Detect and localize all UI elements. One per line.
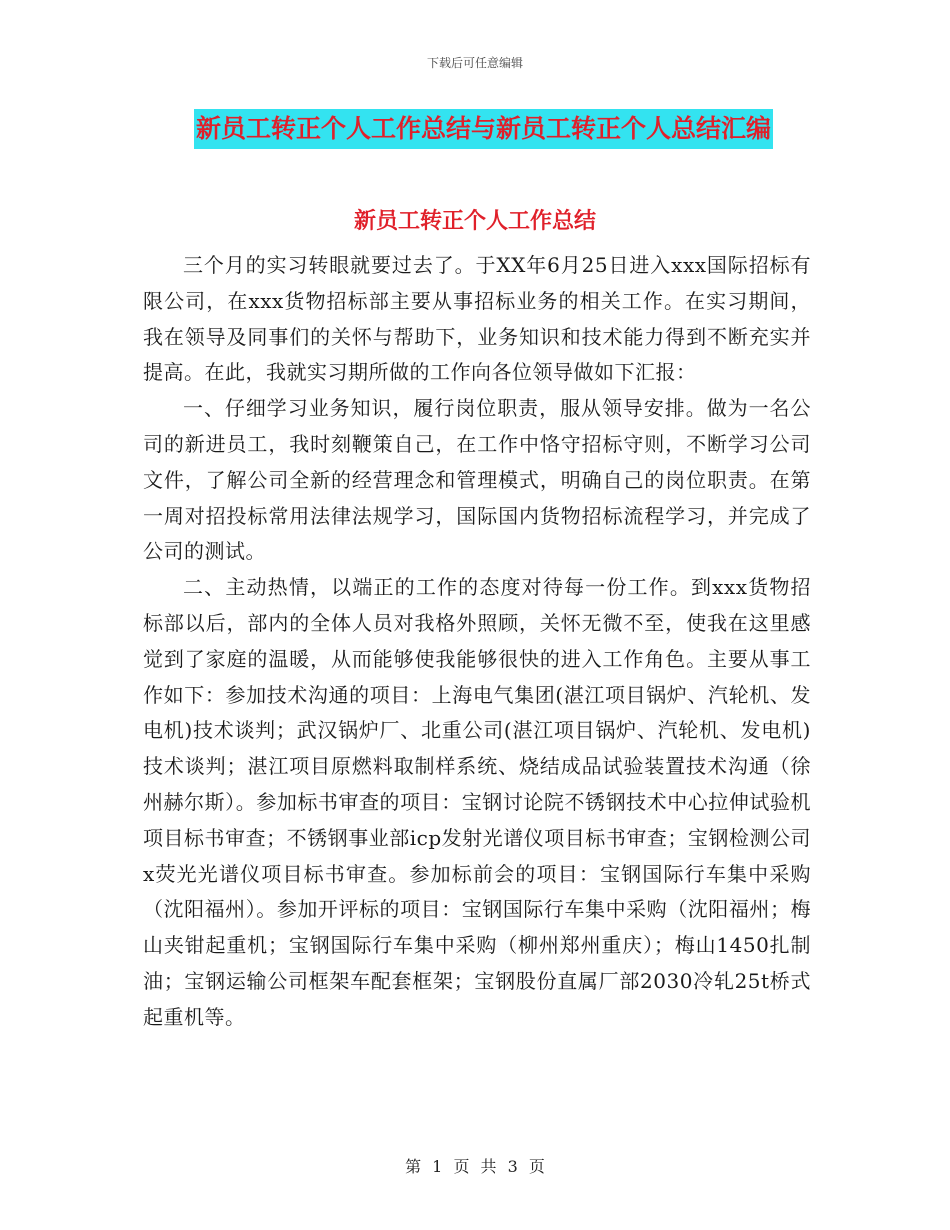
document-main-title: 新员工转正个人工作总结与新员工转正个人总结汇编 [194, 109, 773, 149]
header-note: 下载后可任意编辑 [426, 56, 523, 70]
document-body [143, 248, 811, 1036]
page-footer: 第 1 页 共 3 页 [405, 1157, 545, 1176]
section-title: 新员工转正个人工作总结 [353, 209, 596, 234]
paragraph-intro: 三个月的实习转眼就要过去了。于XX年6月25日进入xxx国际招标有限公司，在xxx货物招标部主要从事招标业务的相关工作。在实习期间，我在领导及同事们的关怀与帮助下，业务知识和技术能力得到不断充实并提高。在此，我就实习期所做的工作向各位领导做如下汇报： [143, 253, 811, 385]
paragraph-point-2: 二、主动热情，以端正的工作的态度对待每一份工作。到xxx货物招标部以后，部内的全体人员对我格外照顾，关怀无微不至，使我在这里感觉到了家庭的温暖，从而能够使我能够很快的进入工作角色。主要从事工作如下：参加技术沟通的项目：上海电气集团(湛江项目锅炉、汽轮机、发电机)技术谈判；武汉锅炉厂、北重公司(湛江项目锅炉、汽轮机、发电机)技术谈判；湛江项目原燃料取制样系统、烧结成品试验装置技术沟通（徐州赫尔斯）。参加标书审查的项目：宝钢讨论院不锈钢技术中心拉伸试验机项目标书审查；不锈钢事业部icp发射光谱仪项目标书审查；宝钢检测公司x荧光光谱仪项目标书审查。参加标前会的项目：宝钢国际行车集中采购（沈阳福州）。参加开评标的项目：宝钢国际行车集中采购（沈阳福州；梅山夹钳起重机；宝钢国际行车集中采购（柳州郑州重庆）；梅山1450扎制油；宝钢运输公司框架车配套框架；宝钢股份直属厂部2030冷轧25t桥式起重机等。 [143, 575, 811, 1029]
paragraph-point-1: 一、仔细学习业务知识，履行岗位职责，服从领导安排。做为一名公司的新进员工，我时刻鞭策自己，在工作中恪守招标守则，不断学习公司文件，了解公司全新的经营理念和管理模式，明确自己的岗位职责。在第一周对招投标常用法律法规学习，国际国内货物招标流程学习，并完成了公司的测试。 [143, 396, 811, 564]
